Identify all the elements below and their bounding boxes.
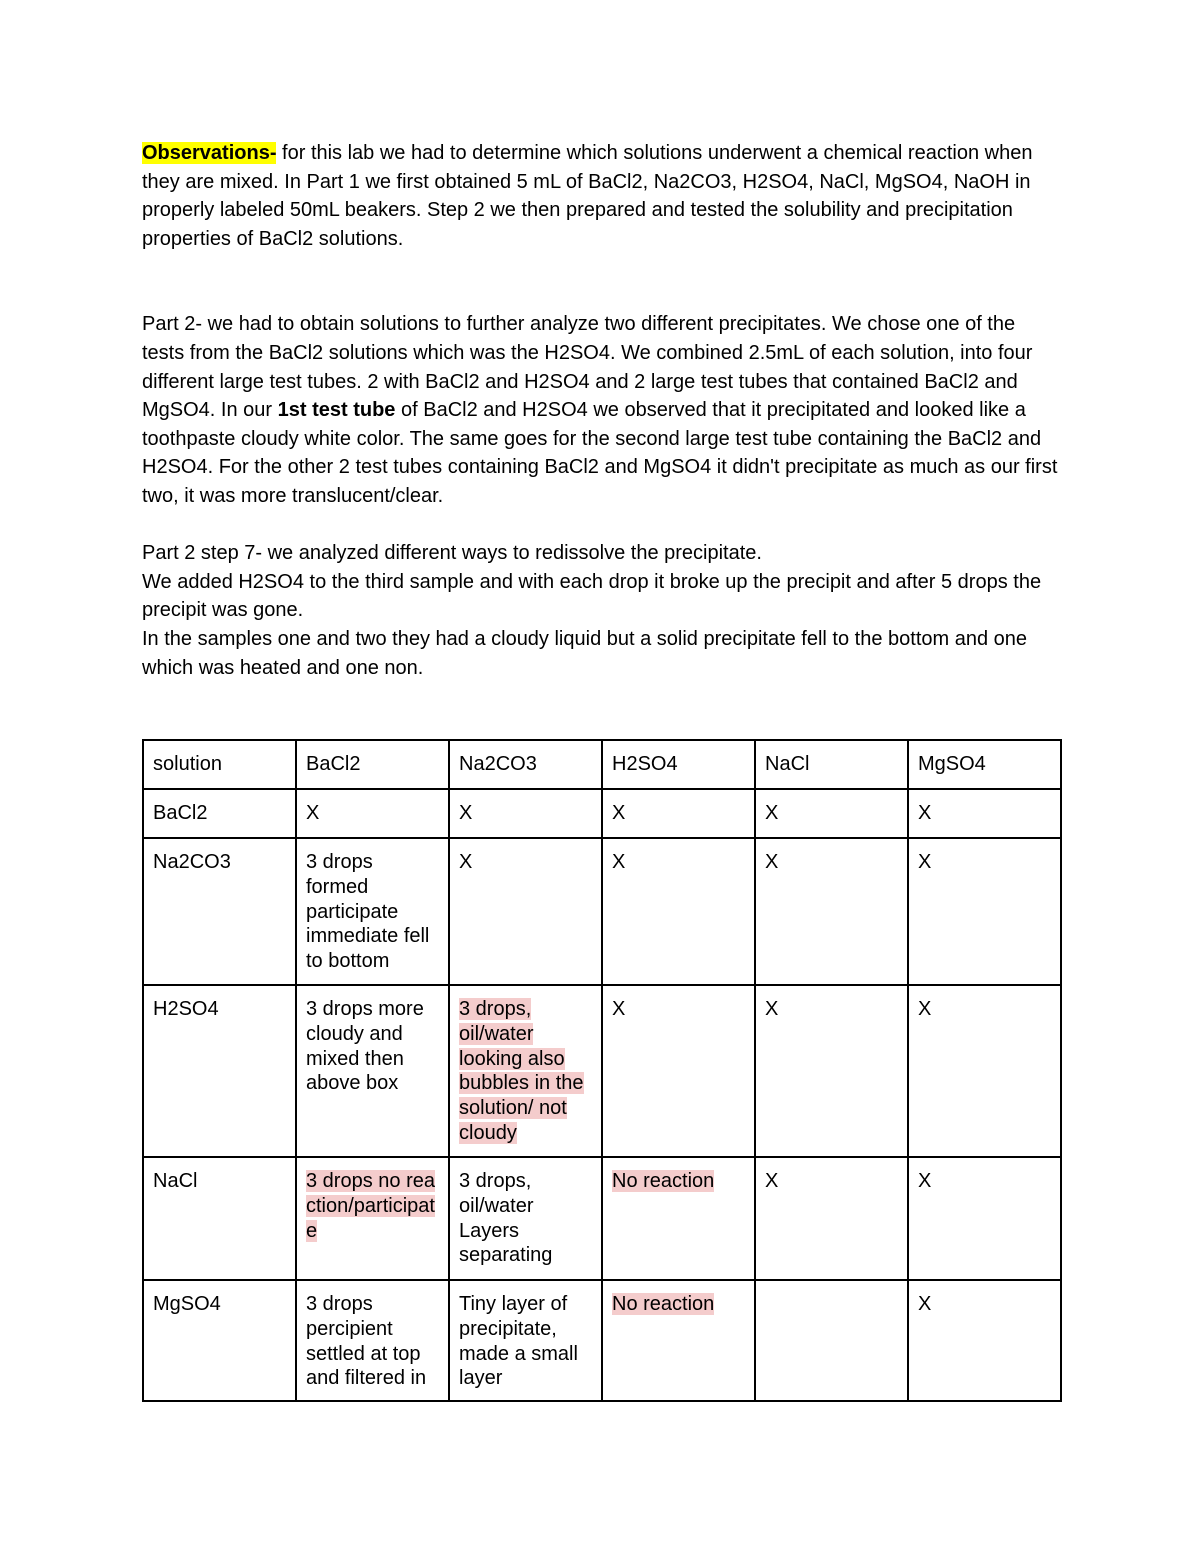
- table-cell: X: [908, 1157, 1061, 1280]
- table-cell: X: [602, 789, 755, 838]
- table-cell: X: [449, 789, 602, 838]
- step7-line2: We added H2SO4 to the third sample and with each drop it broke up the precipit and after 5 drops the precipit was gone.: [142, 570, 1042, 622]
- table-cell: H2SO4: [143, 985, 296, 1157]
- header-cell: Na2CO3: [449, 740, 602, 789]
- table-cell: X: [908, 985, 1061, 1157]
- table-cell: 3 drops percipient settled at top and filtered in: [296, 1280, 449, 1401]
- table-cell: [755, 1280, 908, 1401]
- header-cell: H2SO4: [602, 740, 755, 789]
- table-row: [143, 789, 1061, 838]
- table-cell: X: [755, 985, 908, 1157]
- step7-line3: In the samples one and two they had a cloudy liquid but a solid precipitate fell to the bottom and one which was heated and one non.: [142, 627, 1028, 679]
- header-cell: NaCl: [755, 740, 908, 789]
- observations-text: for this lab we had to determine which solutions underwent a chemical reaction when they are mixed. In Part 1 we first obtained 5 mL of BaCl2, Na2CO3, H2SO4, NaCl, MgSO4, NaOH in properly labeled 50mL beakers. Step 2 we then prepared and tested the solubility and precipitation properties of BaCl2 solutions.: [142, 142, 1033, 250]
- highlighted-text: 3 drops, oil/water looking also bubbles in the solution/ not cloudy: [459, 998, 584, 1144]
- table-row: [143, 838, 1061, 985]
- part2-text-after: of BaCl2 and H2SO4 we observed that it precipitated and looked like a toothpaste cloudy white color. The same goes for the second large test tube containing the BaCl2 and H2SO4. For the other 2 test tubes containing BaCl2 and MgSO4 it didn't precipitate as much as our first two, it was more translucent/clear.: [142, 399, 1058, 507]
- header-cell: BaCl2: [296, 740, 449, 789]
- table-cell: X: [449, 838, 602, 985]
- table-cell: 3 drops, oil/water Layers separating: [449, 1157, 602, 1280]
- table-cell: X: [908, 1280, 1061, 1401]
- part2-bold-phrase: 1st test tube: [277, 399, 396, 422]
- table-cell: 3 drops more cloudy and mixed then above box: [296, 985, 449, 1157]
- table-cell: X: [908, 838, 1061, 985]
- observations-paragraph: [142, 139, 1062, 253]
- header-cell: MgSO4: [908, 740, 1061, 789]
- table-cell: X: [755, 789, 908, 838]
- highlighted-text: 3 drops no reaction/participate: [306, 1170, 435, 1242]
- table-cell: X: [602, 985, 755, 1157]
- table-header-row: [143, 740, 1061, 789]
- table-cell: BaCl2: [143, 789, 296, 838]
- highlighted-text: No reaction: [612, 1293, 715, 1315]
- table-cell: MgSO4: [143, 1280, 296, 1401]
- part2-text-before: Part 2- we had to obtain solutions to further analyze two different precipitates. We chose one of the tests from the BaCl2 solutions which was the H2SO4. We combined 2.5mL of each solution, into four different large test tubes. 2 with BaCl2 and H2SO4 and 2 large test tubes that contained BaCl2 and MgSO4. In our: [142, 313, 1033, 422]
- table-row: [143, 985, 1061, 1157]
- table-cell: Tiny layer of precipitate, made a small layer: [449, 1280, 602, 1401]
- observations-label: Observations-: [142, 142, 277, 164]
- table-cell: X: [908, 789, 1061, 838]
- table-cell: Na2CO3: [143, 838, 296, 985]
- table-cell: [602, 1280, 755, 1401]
- table-row: [143, 1280, 1061, 1401]
- observations-table: [142, 739, 1062, 1402]
- table-row: [143, 1157, 1061, 1280]
- header-cell: solution: [143, 740, 296, 789]
- table-cell: X: [755, 838, 908, 985]
- table-cell: 3 drops formed participate immediate fell to bottom: [296, 838, 449, 985]
- table-cell: X: [755, 1157, 908, 1280]
- table-cell: NaCl: [143, 1157, 296, 1280]
- step7-line1: Part 2 step 7- we analyzed different ways to redissolve the precipitate.: [142, 542, 762, 565]
- table-cell: [449, 985, 602, 1157]
- part2-paragraph: [142, 310, 1062, 510]
- table-cell: X: [602, 838, 755, 985]
- table-cell: [602, 1157, 755, 1280]
- highlighted-text: No reaction: [612, 1170, 715, 1192]
- document-body: [142, 139, 1062, 682]
- table-cell: [296, 1157, 449, 1280]
- table-cell: X: [296, 789, 449, 838]
